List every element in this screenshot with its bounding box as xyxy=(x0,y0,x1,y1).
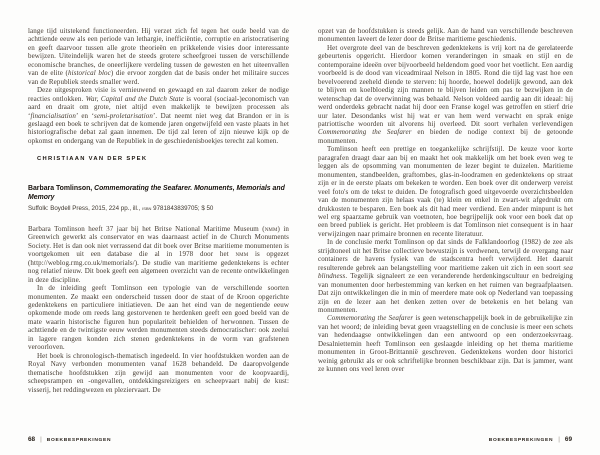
footer-separator: | xyxy=(558,436,560,443)
review-paragraph: In de conclusie merkt Tomlinson op dat sinds de Falklandoorlog (1982) de zee als strijdtoneel uit het Britse collectieve bewustzijn is verdwenen, terwijl de overgang naar containers de havens fysiek van de stadscentra heeft verwijderd. Het daaruit resulterende gebrek aan belangstelling voor maritieme zaken uit zich in een soort sea blindness. Tegelijk signaleert ze een veranderende herdenkingscultuur en bedreiging van monumenten door herbestemming van kerken en het ruimen van begraafplaatsen. Dat zijn ontwikkelingen die in min of meerdere mate ook op Nederland van toepassing zijn en de lezer aan het denken zetten over de betekenis en het belang van monumenten. xyxy=(318,238,573,314)
review-paragraph: Commemorating the Seafarer is geen wetenschappelijk boek in de gebruikelijke zin van het woord; de inleiding bevat geen vraagstelling en de conclusie is meer een schets van hedendaagse ontwikkelingen dan een antwoord op een onderzoeksvraag. Desalniettemin heeft Tomlinson een geslaagde inleiding op het thema maritieme monumenten in Groot-Brittannië geschreven. Gedenktekens worden door historici weinig gebruikt als er ook schriftelijke bronnen beschikbaar zijn. Dat is jammer, want ze kunnen ons veel leren over xyxy=(318,314,573,374)
review-paragraph: Het overgrote deel van de beschreven gedenktekens is vrij kort na de gerelateerde gebeurtenis opgericht. Hierdoor komen veranderingen in smaak en stijl en de contemporaine ideeën over bijvoorbeeld heldendom goed voor het voetlicht. Een aardig voorbeeld is de dood van viceadmiraal Nelson in 1805. Rond die tijd lag vast hoe een bevelvoerend zeeheld diende te sterven: hij hoorde, hoewel dodelijk gewond, aan dek te blijven en koelbloedig zijn mannen te blijven leiden om pas te bezwijken in de wetenschap dat de overwinning was behaald. Nelson voldeed aardig aan dit ideaal: hij werd onderdeks gebracht nadat hij door een Franse kogel was getroffen en stierf drie uur later. Desondanks wist hij wat er van hem werd verwacht en sprak enige patriottische woorden uit alvorens hij overleed. Dit soort verhalen verlevendigen Commemorating the Seafarer en bieden de nodige context bij de getoonde monumenten. xyxy=(318,43,573,145)
review-paragraph: Het boek is chronologisch-thematisch ingedeeld. In vier hoofdstukken worden aan de Royal Navy verbonden monumenten vanaf 1628 behandeld. De daaropvolgende thematische hoofdstukken zijn gewijd aan monumenten voor de koopvaardij, scheepsrampen en -ongevallen, ontdekkingsreizigers en scheepvaart nabij de kust: visserij, het reddingwezen en pleziervaart. De xyxy=(28,351,289,394)
review-imprint: Suffolk: Boydell Press, 2015, 224 pp., ill., isbn 9781843839705; $ 50 xyxy=(28,204,214,212)
left-page-footer xyxy=(28,428,111,446)
review-heading: Barbara Tomlinson, Commemorating the Seafarer. Monuments, Memorials and Memory xyxy=(28,185,285,202)
right-page-text-column xyxy=(318,27,573,374)
paragraph-previous-review-conclusion: Deze uitgesproken visie is vernieuwend en gewaagd en zal daarom zeker de nodige reacties ontlokken. War, Capital and the Dutch State is vooral (sociaal-)economisch van aard en draait om grote, niet altijd even makkelijk te bewijzen processen als ‘financialisation’ en ‘semi-proletarisation’. Dat neemt niet weg dat Brandon er in is geslaagd een boek te schrijven dat de komende jaren ongetwijfeld een vaste plaats in het historiografische debat zal gaan innemen. De tijd zal leren of zijn nieuwe kijk op de opkomst en ondergang van de Republiek in de geschiedenisboekjes terecht zal komen. xyxy=(28,86,289,145)
review-paragraph: Barbara Tomlinson heeft 37 jaar bij het Britse National Maritime Museum (nmm) in Greenwich gewerkt als conservator en was daarnaast actief in de Church Monuments Society. Het is dan ook niet verrassend dat dit boek over Britse maritieme monumenten is voortgekomen uit een database die al in 1978 door het nmm is opgezet (http://weblog.rmg.co.uk/memorials/). De studie van maritieme gedenktekens is echter nog relatief nieuw. Dit boek geeft een algemeen overzicht van de recente ontwikkelingen in deze discipline. xyxy=(28,224,290,284)
review-paragraph: In de inleiding geeft Tomlinson een typologie van de verschillende soorten monumenten. Ze maakt een onderscheid tussen door de staat of de Kroon opgerichte gedenktekens en particuliere initiatieven. De aan het eind van de negentiende eeuw opkomende mode om reeds lang gestorvenen te herdenken geeft een goed beeld van de mate waarin historische figuren hun populariteit behielden of herwonnen. Tussen de achttiende en de twintigste eeuw werden monumenten steeds democratischer: ook zeelui in lagere rangen konden zich stenen gedenktekens in de vorm van grafstenen veroorloven. xyxy=(28,284,289,352)
footer-separator: | xyxy=(40,436,42,443)
review-paragraph: opzet van de hoofdstukken is steeds gelijk. Aan de hand van verschillende beschreven monumenten laveert de lezer door de Britse maritieme geschiedenis. xyxy=(318,27,573,44)
right-footer-section-label: BOEKBESPREKINGEN xyxy=(488,438,554,443)
left-page-text-column xyxy=(28,27,289,394)
left-page-number: 68 xyxy=(28,436,36,443)
paragraph-previous-review-end: lange tijd uitstekend functioneerden. Hij verzet zich fel tegen het oude beeld van de achttiende eeuw als een periode van lethargie, inefficiëntie, corruptie en aristocratisering en geeft daarvoor tussen alle grote theorieën en prikkelende visies door interessante bewijzen. Uiteindelijk waren het de steeds grotere scheefgroei tussen de verschillende economische branches, de oneerlijkere verdeling tussen de gewesten en het uiteenvallen van de elite (historical bloc) die ervoor zorgden dat de basis onder het militaire succes van de Republiek steeds smaller werd. xyxy=(28,27,290,86)
right-page-footer xyxy=(489,428,572,446)
review-paragraph: Tomlinson heeft een prettige en toegankelijke schrijfstijl. De keuze voor korte paragrafen draagt daar aan bij en maakt het ook makkelijk om het boek even weg te leggen als de opsomming van monumenten de lezer begint te duizelen. Maritieme monumenten, standbeelden, graftombes, glas-in-loodramen en gedenktekens op straat zijn er in de eerste plaats om bekeken te worden. Een boek over dit onderwerp vereist veel foto's om de tekst te duiden. De fotografisch goed uitgevoerde overzichtsbeelden van de monumenten zijn helaas vaak (te) klein en enkel in zwart-wit afgedrukt om drukkosten te besparen. Een boek als dit had meer verdiend. Een ander minpunt is het wel erg spaarzame gebruik van voetnoten, hoe begrijpelijk ook voor een boek dat op een breed publiek is gericht. Het probleem is dat Tomlinson niet consequent is in haar verwijzingen naar primaire bronnen en recente literatuur. xyxy=(318,145,573,238)
reviewer-byline: CHRISTIAAN VAN DER SPEK xyxy=(37,156,148,163)
right-page-number: 69 xyxy=(564,436,572,443)
left-footer-section-label: BOEKBESPREKINGEN xyxy=(46,438,112,443)
